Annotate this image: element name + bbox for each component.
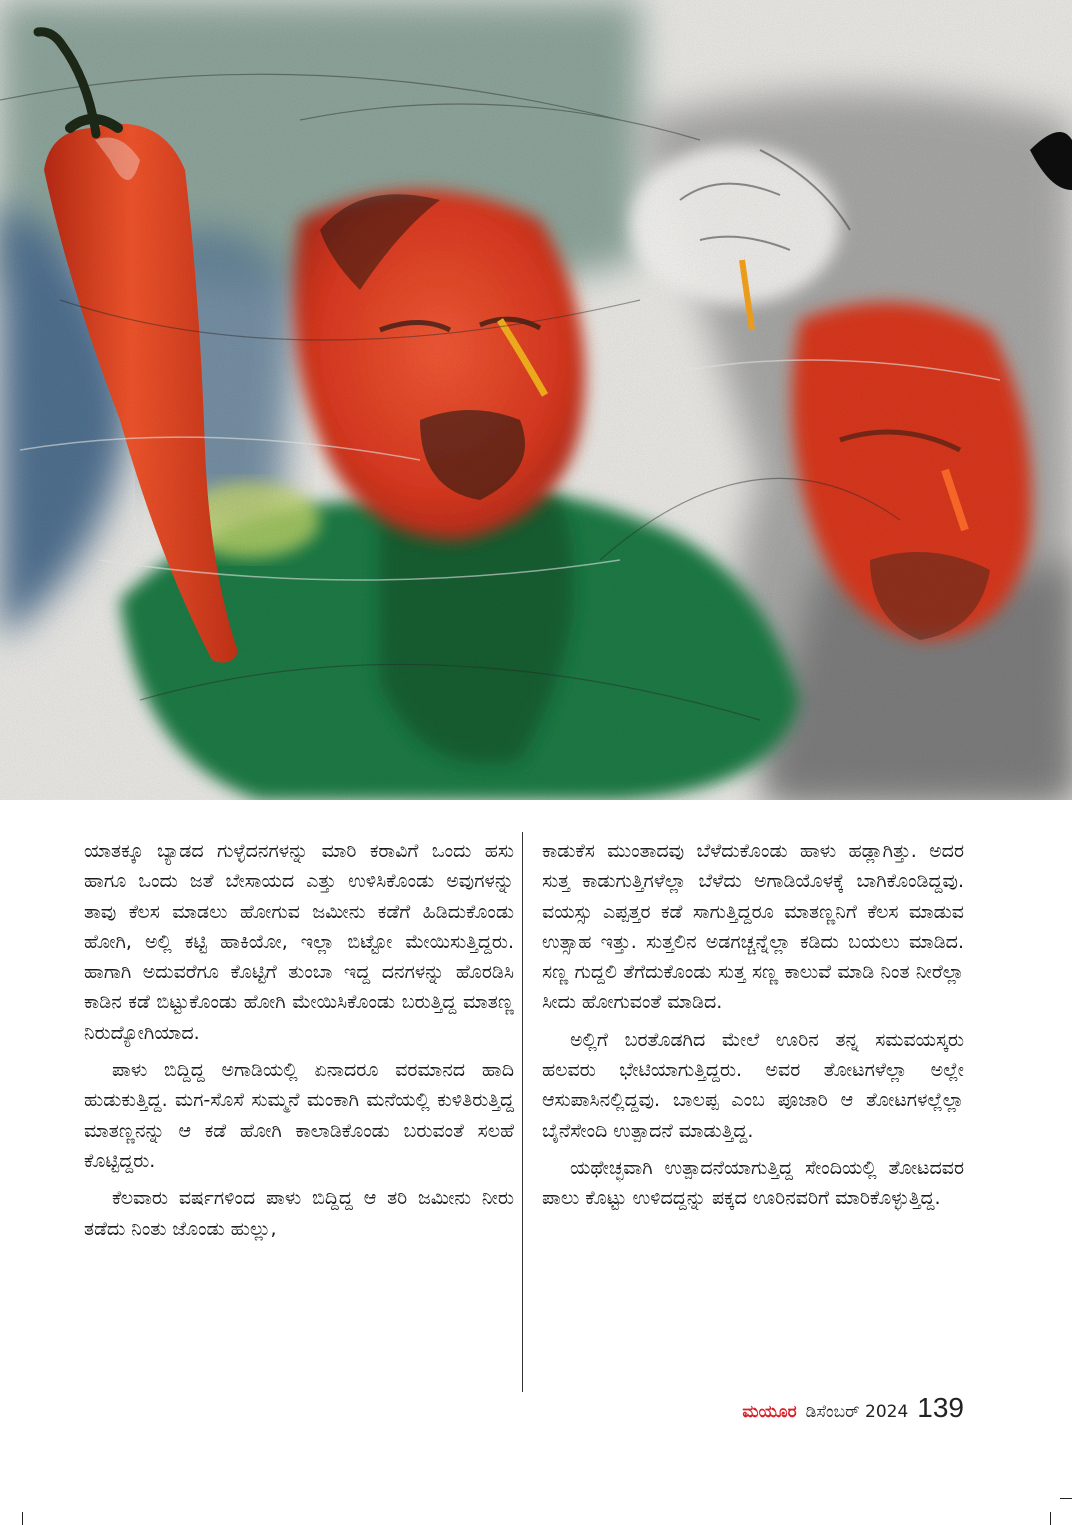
page-footer [742,1392,964,1424]
article-paragraph: ಯಥೇಚ್ಛವಾಗಿ ಉತ್ಪಾದನೆಯಾಗುತ್ತಿದ್ದ ಸೇಂದಿಯಲ್ಲಿ ತೋಟದವರ ಪಾಲು ಕೊಟ್ಟು ಉಳಿದದ್ದನ್ನು ಪಕ್ಕದ ಊರಿನವರಿಗೆ ಮಾರಿಕೊಳ್ಳುತ್ತಿದ್ದ. [542,1156,964,1210]
article-paragraph: ಕೆಲವಾರು ವರ್ಷಗಳಿಂದ ಪಾಳು ಬಿದ್ದಿದ್ದ ಆ ತರಿ ಜಮೀನು ನೀರು ತಡೆದು ನಿಂತು ಜೊಂಡು ಹುಲ್ಲು, [84,1187,514,1240]
article-paragraph: ಪಾಳು ಬಿದ್ದಿದ್ದ ಅಗಾಡಿಯಲ್ಲಿ ಏನಾದರೂ ವರಮಾನದ ಹಾದಿ ಹುಡುಕುತ್ತಿದ್ದ. ಮಗ-ಸೊಸೆ ಸುಮ್ಮನೆ ಮಂಕಾಗಿ ಮನೆಯಲ್ಲಿ ಕುಳಿತಿರುತ್ತಿದ್ದ ಮಾತಣ್ಣನನ್ನು ಆ ಕಡೆ ಹೋಗಿ ಕಾಲಾಡಿಕೊಂಡು ಬರುವಂತೆ ಸಲಹೆ ಕೊಟ್ಟಿದ್ದರು. [84,1059,514,1172]
article-paragraph: ಕಾಡುಕೆಸ ಮುಂತಾದವು ಬೆಳೆದುಕೊಂಡು ಹಾಳು ಹಡ್ಲಾಗಿತ್ತು. ಅದರ ಸುತ್ತ ಕಾಡುಗುತ್ತಿಗಳೆಲ್ಲಾ ಬೆಳೆದು ಅಗಾಡಿಯೊಳಕ್ಕೆ ಬಾಗಿಕೊಂಡಿದ್ದವು. ವಯಸ್ಸು ಎಪ್ಪತ್ತರ ಕಡೆ ಸಾಗುತ್ತಿದ್ದರೂ ಮಾತಣ್ಣನಿಗೆ ಕೆಲಸ ಮಾಡುವ ಉತ್ಸಾಹ ಇತ್ತು. ಸುತ್ತಲಿನ ಅಡಗಚ್ಚನ್ನೆಲ್ಲಾ ಕಡಿದು ಬಯಲು ಮಾಡಿದ. ಸಣ್ಣ ಗುದ್ದಲಿ ತೆಗೆದುಕೊಂಡು ಸುತ್ತ ಸಣ್ಣ ಕಾಲುವೆ ಮಾಡಿ ನಿಂತ ನೀರೆಲ್ಲಾ ಸೀದು ಹೋಗುವಂತೆ ಮಾಡಿದ. [542,840,964,1014]
article-paragraph: ಅಲ್ಲಿಗೆ ಬರತೊಡಗಿದ ಮೇಲೆ ಊರಿನ ತನ್ನ ಸಮವಯಸ್ಕರು ಹಲವರು ಭೇಟಿಯಾಗುತ್ತಿದ್ದರು. ಅವರ ತೋಟಗಳೆಲ್ಲಾ ಅಲ್ಲೇ ಆಸುಪಾಸಿನಲ್ಲಿದ್ದವು. ಬಾಲಪ್ಪ ಎಂಬ ಪೂಜಾರಿ ಆ ತೋಟಗಳಲ್ಲೆಲ್ಲಾ ಬೈನೆಸೇಂದಿ ಉತ್ಪಾದನೆ ಮಾಡುತ್ತಿದ್ದ. [542,1028,964,1142]
article-column-right [542,836,964,1221]
crop-mark-bottom-right [1050,1512,1051,1525]
crop-mark-bottom-left [22,1512,23,1525]
crop-mark-bottom-right-h [1060,1498,1072,1499]
column-divider [522,832,523,1392]
page-number: 139 [917,1392,964,1423]
issue-date: ಡಿಸೆಂಬರ್ 2024 [805,1402,909,1422]
article-column-left [84,836,514,1251]
article-paragraph: ಯಾತಕ್ಕೂ ಬ್ಯಾಡದ ಗುಳ್ಳೆದನಗಳನ್ನು ಮಾರಿ ಕರಾವಿಗೆ ಒಂದು ಹಸು ಹಾಗೂ ಒಂದು ಜತೆ ಬೇಸಾಯದ ಎತ್ತು ಉಳಿಸಿಕೊಂಡು ಅವುಗಳನ್ನು ತಾವು ಕೆಲಸ ಮಾಡಲು ಹೋಗುವ ಜಮೀನು ಕಡೆಗೆ ಹಿಡಿದುಕೊಂಡು ಹೋಗಿ, ಅಲ್ಲಿ ಕಟ್ಟಿ ಹಾಕಿಯೋ, ಇಲ್ಲಾ ಬಿಟ್ಟೋ ಮೇಯಿಸುತ್ತಿದ್ದರು. ಹಾಗಾಗಿ ಅದುವರೆಗೂ ಕೊಟ್ಟಿಗೆ ತುಂಬಾ ಇದ್ದ ದನಗಳನ್ನು ಹೊರಡಿಸಿ ಕಾಡಿನ ಕಡೆ ಬಿಟ್ಟುಕೊಂಡು ಹೋಗಿ ಮೇಯಿಸಿಕೊಂಡು ಬರುತ್ತಿದ್ದ ಮಾತಣ್ಣ ನಿರುದ್ಯೋಗಿಯಾದ. [84,840,514,1044]
magazine-brand: ಮಯೂರ [742,1402,797,1422]
